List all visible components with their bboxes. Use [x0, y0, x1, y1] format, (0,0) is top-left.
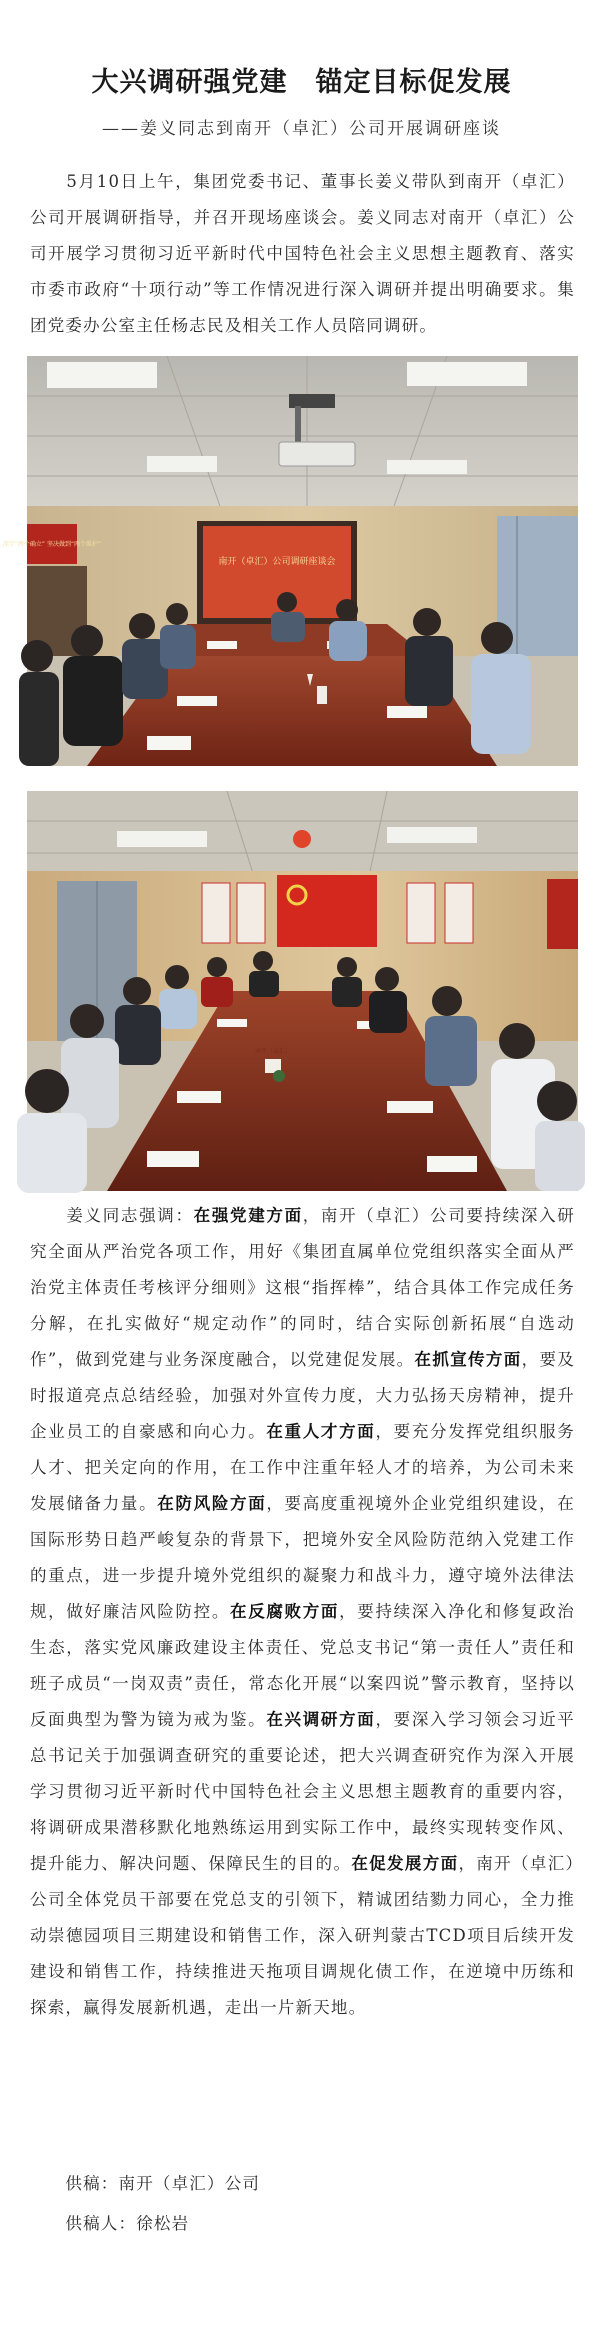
banner-text: 深学“两个确立” 坚决做到“两个维护”: [2, 541, 102, 548]
body-heading-development: 在促发展方面: [351, 1854, 459, 1873]
intro-text: 5月10日上午，集团党委书记、董事长姜义带队到南开（卓汇）公司开展调研指导，并召开现场座谈会。姜义同志对南开（卓汇）公司开展学习贯彻习近平新时代中国特色社会主义思想主题教育、落实市委市政府“十项行动”等工作情况进行深入调研并提出明确要求。集团党委办公室主任杨志民及相关工作人员陪同调研。: [30, 172, 575, 335]
body-text: 姜义同志强调：: [66, 1206, 194, 1225]
article-title: 大兴调研强党建 锚定目标促发展: [91, 67, 512, 98]
meeting-photo-2-illustration: [27, 791, 578, 1191]
source-line: [30, 2166, 575, 2202]
meeting-photo-1: [2, 356, 578, 766]
body-text: ，要高度重视境外企业党组织建设，在国际形势日趋严峻复杂的背景下，把境外安全风险防范纳入党建工作的重点，进一步提升境外党组织的凝聚力和战斗力，遵守境外法律法规，做好廉洁风险防控。: [30, 1494, 575, 1621]
article-subtitle: ——姜义同志到南开（卓汇）公司开展调研座谈: [102, 119, 501, 139]
meeting-photo-1-illustration: [2, 356, 578, 766]
body-heading-talent: 在重人才方面: [266, 1422, 376, 1441]
body-heading-party-building: 在强党建方面: [193, 1206, 303, 1225]
screen-text: 南开（卓汇）公司调研座谈会: [218, 557, 336, 567]
author-line: [30, 2206, 575, 2242]
body-text: ，要深入学习领会习近平总书记关于加强调查研究的重要论述，把大兴调查研究作为深入开展学习贯彻习近平新时代中国特色社会主义思想主题教育的重要内容，将调研成果潜移默化地熟练运用到实际工作中，最终实现转变作风、提升能力、解决问题、保障民生的目的。: [30, 1710, 575, 1873]
body-heading-anti-corruption: 在反腐败方面: [230, 1602, 340, 1621]
body-text: ，南开（卓汇）公司要持续深入研究全面从严治党各项工作，用好《集团直属单位党组织落实全面从严治党主体责任考核评分细则》这根“指挥棒”，结合具体工作完成任务分解，在扎实做好“规定动作”的同时，结合实际创新拓展“自选动作”，做到党建与业务深度融合，以党建促发展。: [30, 1206, 576, 1369]
body-text: ，要及时报道亮点总结经验，加强对外宣传力度，大力弘扬天房精神，提升企业员工的自豪感和向心力。: [30, 1350, 575, 1441]
meeting-photo-2: [27, 791, 578, 1191]
body-paragraph: [30, 1198, 575, 2026]
source-text: 供稿：南开（卓汇）公司: [65, 2174, 261, 2193]
author-text: 供稿人：徐松岩: [65, 2214, 190, 2233]
desk-sign-text: 南开（卓汇）: [254, 1048, 292, 1055]
body-text: ，要持续深入净化和修复政治生态，落实党风廉政建设主体责任、党总支书记“第一责任人”责任和班子成员“一岗双责”责任，常态化开展“以案四说”警示教育，坚持以反面典型为警为镜为戒为鉴。: [30, 1602, 575, 1729]
body-heading-risk: 在防风险方面: [157, 1494, 267, 1513]
body-text: ，南开（卓汇）公司全体党员干部要在党总支的引领下，精诚团结勠力同心，全力推动崇德园项目三期建设和销售工作，深入研判蒙古TCD项目后续开发建设和销售工作，持续推进天拖项目调规化债工作，在逆境中历练和探索，赢得发展新机遇，走出一片新天地。: [30, 1854, 575, 2017]
body-heading-publicity: 在抓宣传方面: [414, 1350, 522, 1369]
body-heading-research: 在兴调研方面: [266, 1710, 376, 1729]
intro-paragraph: [30, 164, 575, 344]
body-text: ，要充分发挥党组织服务人才、把关定向的作用，在工作中注重年轻人才的培养，为公司未来发展储备力量。: [30, 1422, 575, 1513]
